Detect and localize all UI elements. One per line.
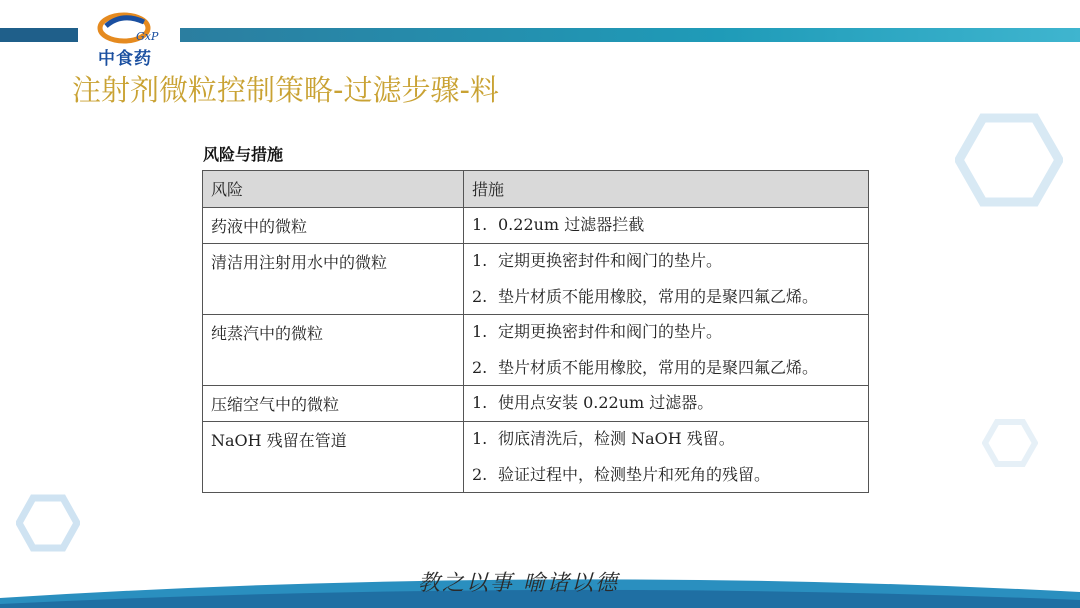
table-row [203,386,869,422]
header-bar-left [0,28,78,42]
measure-text: 垫片材质不能用橡胶，常用的是聚四氟乙烯。 [498,358,819,377]
measure-number: 1. [472,393,488,412]
risk-cell: 清洁用注射用水中的微粒 [203,244,464,315]
measure-text: 彻底清洗后，检测 NaOH 残留。 [498,429,735,448]
risk-cell: 压缩空气中的微粒 [203,386,464,422]
risk-cell: NaOH 残留在管道 [203,422,464,493]
measure-item [472,250,860,272]
measure-item [472,214,860,236]
measures-cell [464,315,869,386]
measure-text: 0.22um 过滤器拦截 [498,215,645,234]
logo-text: 中食药 [98,49,152,69]
logo-badge: GxP [136,30,159,43]
measure-item [472,428,860,450]
hexagon-decoration-icon [982,418,1038,468]
measures-cell [464,208,869,244]
measure-item [472,321,860,343]
table-row [203,244,869,315]
risk-cell: 药液中的微粒 [203,208,464,244]
measure-number: 1. [472,251,488,270]
measures-cell [464,422,869,493]
measure-number: 1. [472,429,488,448]
measure-number: 2. [472,358,488,377]
hexagon-decoration-icon [16,494,80,552]
measure-number: 2. [472,465,488,484]
measure-item [472,286,860,308]
table-row [203,315,869,386]
table-row [203,208,869,244]
risk-table [202,170,869,493]
measure-text: 定期更换密封件和阀门的垫片。 [498,251,723,270]
measure-item [472,392,860,414]
measures-cell [464,244,869,315]
measures-cell [464,386,869,422]
measure-text: 验证过程中，检测垫片和死角的残留。 [498,465,771,484]
measure-item [472,357,860,379]
header-measures: 措施 [464,171,869,208]
table-row [203,422,869,493]
measure-number: 2. [472,287,488,306]
header-bar-right [180,28,1080,42]
risk-cell: 纯蒸汽中的微粒 [203,315,464,386]
header-risk: 风险 [203,171,464,208]
measure-item [472,464,860,486]
table-header-row [203,171,869,208]
page-title: 注射剂微粒控制策略-过滤步骤-料 [72,73,499,107]
measure-text: 垫片材质不能用橡胶，常用的是聚四氟乙烯。 [498,287,819,306]
section-label: 风险与措施 [203,145,284,164]
measure-number: 1. [472,322,488,341]
measure-text: 定期更换密封件和阀门的垫片。 [498,322,723,341]
measure-text: 使用点安装 0.22um 过滤器。 [498,393,714,412]
measure-number: 1. [472,215,488,234]
hexagon-decoration-icon [955,112,1063,208]
footer-motto: 教之以事 喻诸以德 [418,571,619,596]
